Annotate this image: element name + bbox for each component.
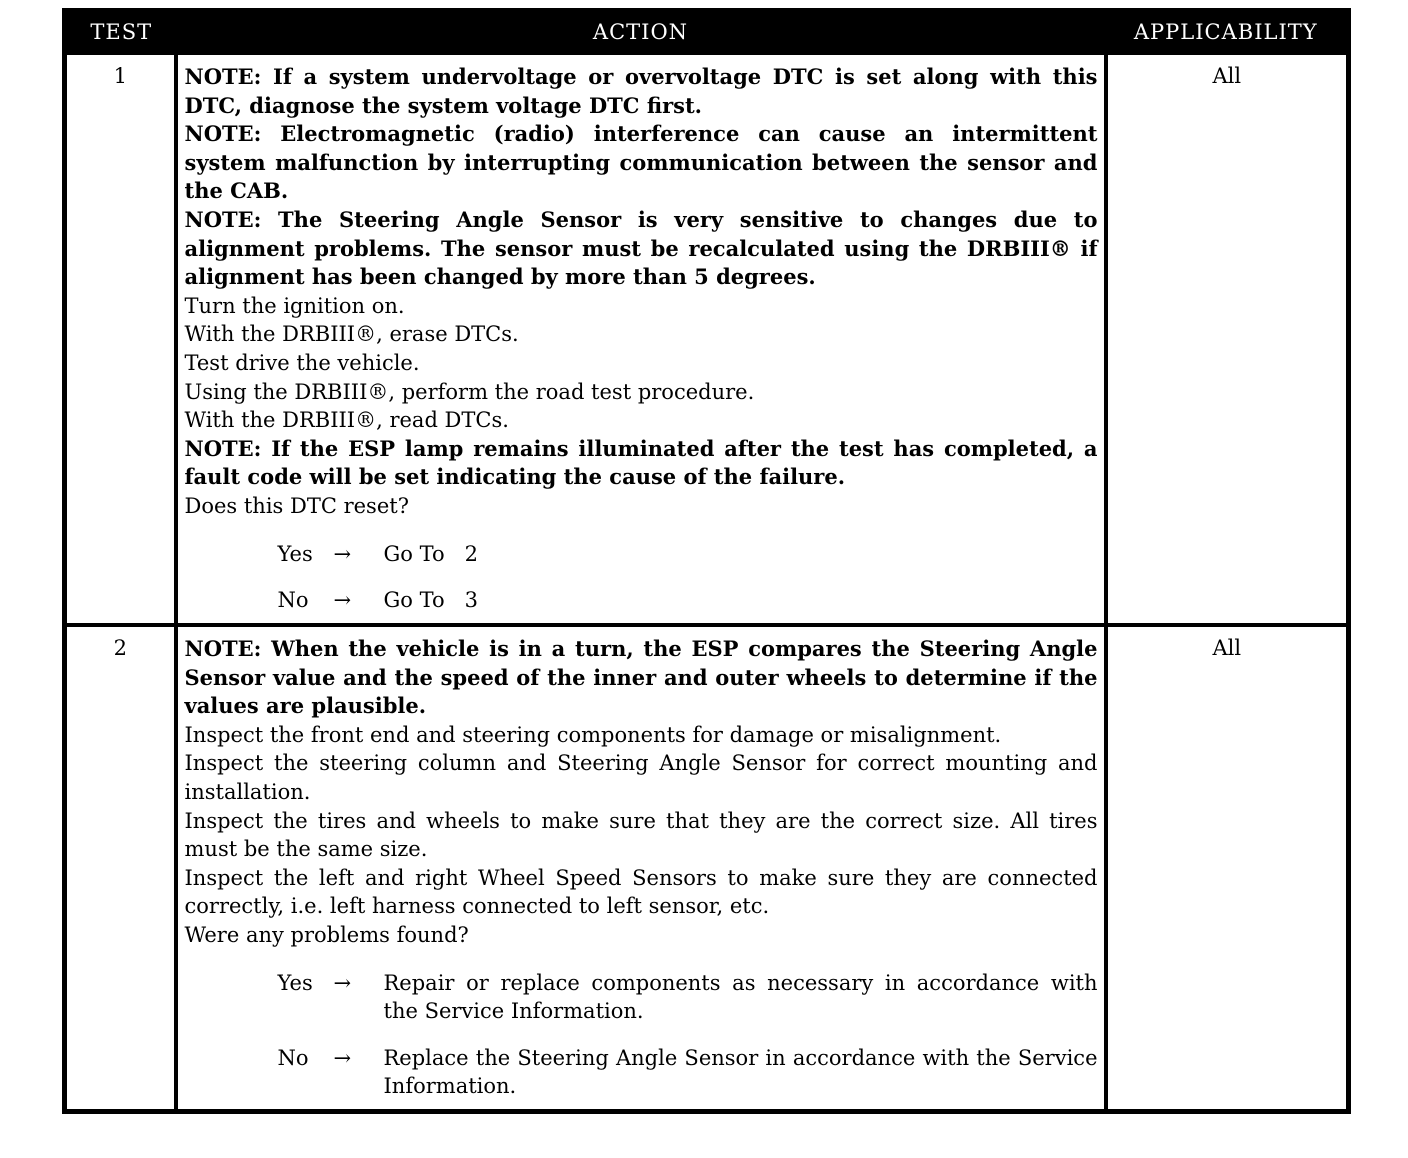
action-line: With the DRBIII®, read DTCs. (184, 408, 509, 433)
answer-no (278, 586, 1098, 615)
arrow-icon: → (333, 588, 352, 613)
action-line: NOTE: If the ESP lamp remains illuminated after the test has completed, a fault code will be set indicating the cause of the failure. (184, 435, 1098, 490)
action-line: NOTE: Electromagnetic (radio) interference can cause an intermittent system malfunction by interrupting communication between the sensor and the CAB. (184, 121, 1098, 204)
action-line: NOTE: When the vehicle is in a turn, the ESP compares the Steering Angle Sensor value and the speed of the inner and outer wheels to determine if the values are plausible. (184, 636, 1098, 719)
answer-text: Go To 3 (383, 588, 478, 613)
answer-yes (278, 540, 1098, 569)
action-line: Were any problems found? (184, 922, 469, 947)
answer-label: No (277, 1045, 309, 1070)
answer-text: Replace the Steering Angle Sensor in accordance with the Service Information. (383, 1045, 1098, 1099)
answer-text: Repair or replace components as necessary in accordance with the Service Information. (383, 970, 1098, 1024)
action-line: Does this DTC reset? (184, 493, 409, 518)
action-line: Inspect the steering column and Steering Angle Sensor for correct mounting and installation. (184, 751, 1098, 804)
answer-label: Yes (277, 541, 313, 566)
action-line: Test drive the vehicle. (184, 350, 420, 375)
table-row (65, 625, 1349, 1111)
action-line: Inspect the tires and wheels to make sure that they are the correct size. All tires must be the same size. (184, 808, 1098, 862)
arrow-icon: → (333, 541, 352, 566)
applicability-value: All (1106, 625, 1349, 1111)
test-number: 1 (65, 53, 176, 625)
action-line: Inspect the front end and steering components for damage or misalignment. (184, 722, 1002, 747)
table-row (65, 53, 1349, 625)
answer-label: No (277, 588, 309, 613)
action-cell (176, 625, 1106, 1111)
answer-yes (278, 969, 1098, 1026)
action-cell (176, 53, 1106, 625)
arrow-icon: → (333, 1045, 352, 1070)
action-line: Inspect the left and right Wheel Speed Sensors to make sure they are connected correctly, i.e. left harness connected to left sensor, etc. (184, 865, 1098, 919)
action-line: With the DRBIII®, erase DTCs. (184, 322, 519, 347)
applicability-value: All (1106, 53, 1349, 625)
header-test: TEST (65, 11, 176, 54)
diagnostic-test-table (62, 8, 1351, 1114)
answer-text: Go To 2 (383, 541, 478, 566)
action-line: NOTE: The Steering Angle Sensor is very sensitive to changes due to alignment problems. The sensor must be recalculated using the DRBIII® if alignment has been changed by more than 5 degrees. (184, 206, 1098, 290)
answer-label: Yes (277, 970, 313, 995)
action-line: NOTE: If a system undervoltage or overvoltage DTC is set along with this DTC, diagnose the system voltage DTC first. (184, 64, 1098, 118)
header-action: ACTION (176, 11, 1106, 54)
answer-no (278, 1044, 1098, 1101)
test-number: 2 (65, 625, 176, 1111)
arrow-icon: → (333, 970, 352, 995)
header-applicability: APPLICABILITY (1106, 11, 1349, 54)
table-header-row (65, 11, 1349, 54)
action-line: Turn the ignition on. (184, 293, 405, 318)
action-line: Using the DRBIII®, perform the road test procedure. (184, 379, 755, 404)
